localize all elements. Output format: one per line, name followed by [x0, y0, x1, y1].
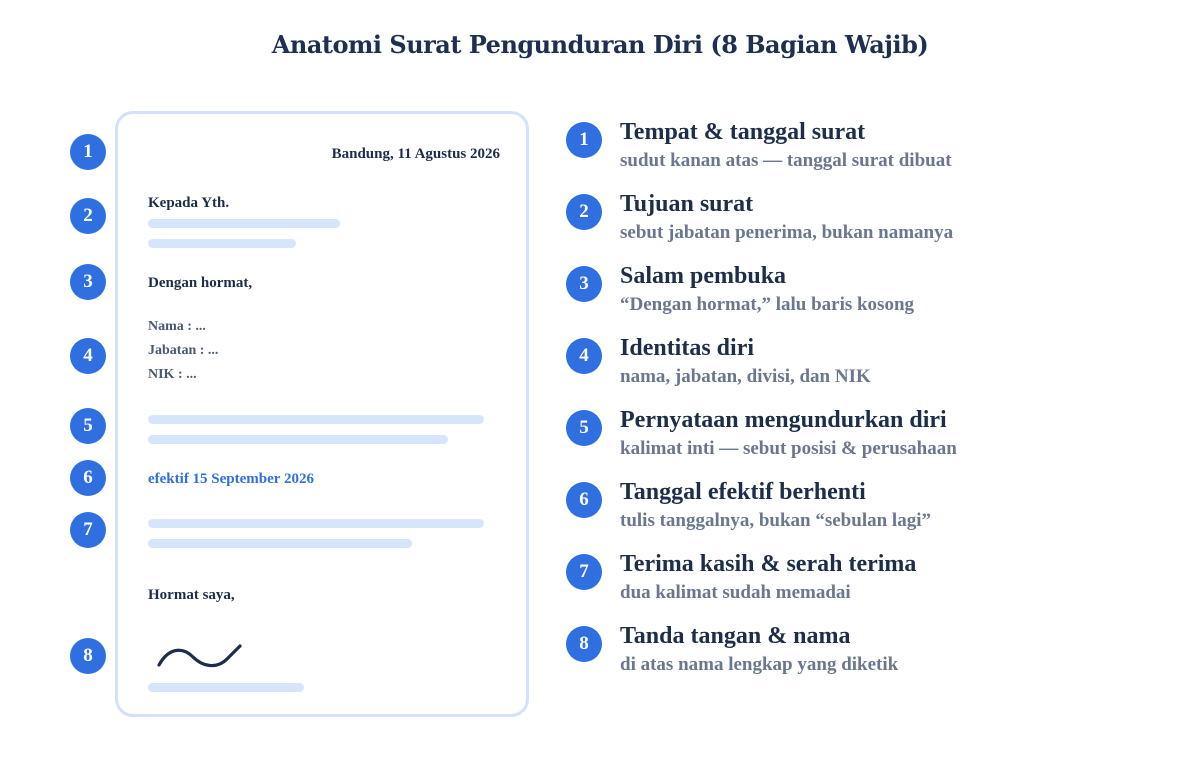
legend-item-desc: sudut kanan atas — tanggal surat dibuat: [620, 150, 952, 171]
legend-item-desc: dua kalimat sudah memadai: [620, 582, 851, 603]
placeholder-line: [148, 539, 412, 548]
letter-identity-name: Nama : ...: [148, 319, 206, 334]
letter-effective-date: efektif 15 September 2026: [148, 471, 314, 487]
legend-item-desc: di atas nama lengkap yang diketik: [620, 654, 899, 675]
placeholder-line: [148, 239, 296, 248]
placeholder-line: [148, 683, 304, 692]
letter-recipient: Kepada Yth.: [148, 195, 230, 211]
legend-number-1: 1: [566, 122, 602, 158]
legend-item-title: Salam pembuka: [620, 263, 787, 289]
placeholder-line: [148, 219, 340, 228]
marker-8: 8: [70, 638, 106, 674]
placeholder-line: [148, 519, 484, 528]
legend-item-title: Terima kasih & serah terima: [620, 551, 917, 577]
legend-number-3: 3: [566, 266, 602, 302]
legend-item-desc: kalimat inti — sebut posisi & perusahaan: [620, 438, 957, 459]
placeholder-line: [148, 415, 484, 424]
marker-7: 7: [70, 512, 106, 548]
letter-identity-nik: NIK : ...: [148, 367, 197, 382]
marker-2: 2: [70, 198, 106, 234]
legend-number-8: 8: [566, 626, 602, 662]
letter-identity-position: Jabatan : ...: [148, 343, 219, 358]
legend-item-desc: nama, jabatan, divisi, dan NIK: [620, 366, 871, 387]
placeholder-line: [148, 435, 448, 444]
legend-item-title: Tujuan surat: [620, 191, 754, 217]
letter-date-line: Bandung, 11 Agustus 2026: [331, 146, 500, 162]
marker-6: 6: [70, 460, 106, 496]
legend-number-6: 6: [566, 482, 602, 518]
legend-item-desc: “Dengan hormat,” lalu baris kosong: [620, 294, 915, 315]
marker-1: 1: [70, 134, 106, 170]
legend-item-title: Identitas diri: [620, 335, 755, 361]
legend-item-desc: sebut jabatan penerima, bukan namanya: [620, 222, 954, 243]
letter-closing: Hormat saya,: [148, 587, 235, 603]
marker-4: 4: [70, 338, 106, 374]
legend-item-title: Pernyataan mengundurkan diri: [620, 407, 947, 433]
legend-item-desc: tulis tanggalnya, bukan “sebulan lagi”: [620, 510, 931, 531]
legend-item-title: Tanda tangan & nama: [620, 623, 851, 649]
page-title: Anatomi Surat Pengunduran Diri (8 Bagian Wajib): [271, 30, 929, 59]
legend-item-title: Tempat & tanggal surat: [620, 119, 866, 145]
marker-3: 3: [70, 264, 106, 300]
legend-number-7: 7: [566, 554, 602, 590]
letter-greeting: Dengan hormat,: [148, 275, 253, 291]
marker-5: 5: [70, 408, 106, 444]
legend-number-4: 4: [566, 338, 602, 374]
legend-number-5: 5: [566, 410, 602, 446]
signature-scribble-icon: [155, 641, 245, 673]
legend-number-2: 2: [566, 194, 602, 230]
legend-item-title: Tanggal efektif berhenti: [620, 479, 866, 505]
